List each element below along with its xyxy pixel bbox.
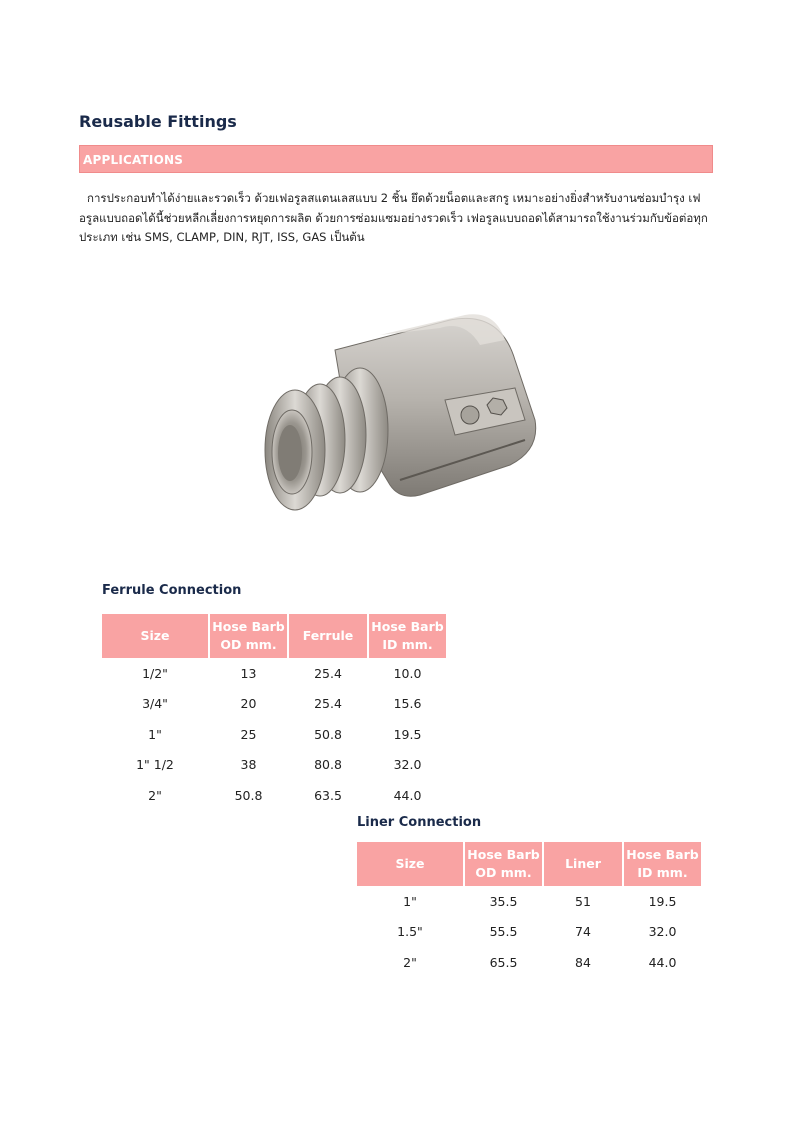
cell: 25 [240, 726, 257, 742]
cell: 84 [575, 954, 591, 970]
table-row [357, 886, 701, 917]
cell: 1" [403, 893, 417, 909]
cell: 1/2" [142, 665, 168, 681]
table-header-row [102, 614, 446, 658]
intro-paragraph: การประกอบทำได้ง่ายและรวดเร็ว ด้วยเฟอรูลสแตนเลสแบบ 2 ชิ้น ยึดด้วยน็อตและสกรู เหมาะอย่างยิ่งสำหรับงานซ่อมบำรุง เฟอรูลแบบถอดได้นี้ช่วยหลีกเลี่ยงการหยุดการผลิต ด้วยการซ่อมแซมอย่างรวดเร็ว เฟอรูลแบบถอดได้สามารถใช้งานร่วมกับข้อต่อทุกประเภท เช่น SMS, CLAMP, DIN, RJT, ISS, GAS เป็นต้น [79, 191, 708, 244]
cell: 3/4" [142, 696, 168, 712]
liner-connection-table [355, 842, 703, 978]
ferrule-table-title: Ferrule Connection [102, 583, 242, 598]
header-ferrule: Ferrule [289, 614, 367, 658]
cell: 1" [148, 726, 162, 742]
cell: 15.6 [393, 696, 422, 712]
cell: 80.8 [314, 757, 342, 773]
cell: 1.5" [397, 924, 423, 940]
cell: 13 [240, 665, 257, 681]
cell: 35.5 [489, 893, 518, 909]
header-liner: Liner [544, 842, 622, 886]
table-row [102, 658, 446, 689]
table-row [357, 917, 701, 948]
cell: 74 [575, 924, 591, 940]
cell: 38 [240, 757, 257, 773]
table-row [102, 750, 446, 781]
liner-table-title: Liner Connection [357, 815, 482, 830]
cell: 1" 1/2 [136, 757, 174, 773]
cell: 2" [403, 954, 417, 970]
cell: 50.8 [234, 787, 263, 803]
ferrule-connection-table [100, 614, 448, 811]
cell: 65.5 [489, 954, 518, 970]
cell: 20 [240, 696, 257, 712]
header-hose-barb-id: Hose Barb ID mm. [369, 614, 446, 658]
header-hose-barb-od: Hose Barb OD mm. [210, 614, 287, 658]
cell: 10.0 [393, 665, 422, 681]
cell: 32.0 [393, 757, 422, 773]
page-title: Reusable Fittings [79, 112, 237, 131]
cell: 55.5 [489, 924, 518, 940]
cell: 19.5 [648, 893, 677, 909]
cell: 44.0 [648, 954, 677, 970]
cell: 19.5 [393, 726, 422, 742]
table-row [357, 947, 701, 978]
cell: 25.4 [314, 665, 342, 681]
cell: 50.8 [314, 726, 342, 742]
header-size: Size [357, 842, 463, 886]
cell: 2" [148, 787, 162, 803]
reusable-fitting-photo [250, 300, 550, 530]
cell: 51 [575, 893, 591, 909]
header-hose-barb-id: Hose Barb ID mm. [624, 842, 701, 886]
table-row [102, 719, 446, 750]
table-row [102, 689, 446, 720]
cell: 32.0 [648, 924, 677, 940]
header-hose-barb-od: Hose Barb OD mm. [465, 842, 542, 886]
applications-section-band [79, 145, 713, 173]
cell: 63.5 [314, 787, 342, 803]
table-row [102, 780, 446, 811]
table-header-row [357, 842, 701, 886]
cell: 44.0 [393, 787, 422, 803]
cell: 25.4 [314, 696, 342, 712]
header-size: Size [102, 614, 208, 658]
section-label: APPLICATIONS [83, 153, 184, 167]
